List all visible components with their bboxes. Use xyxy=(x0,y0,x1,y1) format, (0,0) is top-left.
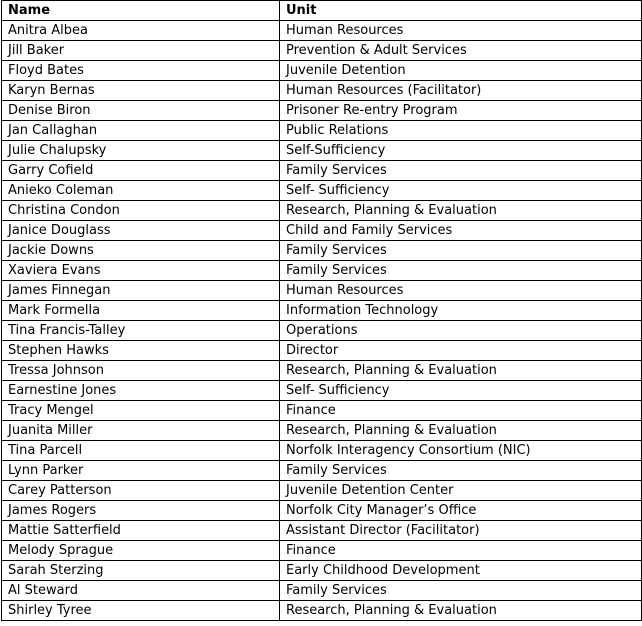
unit-cell: Human Resources xyxy=(280,281,642,301)
table-row xyxy=(2,81,642,101)
unit-cell: Norfolk City Manager’s Office xyxy=(280,501,642,521)
name-cell: Tina Parcell xyxy=(2,441,280,461)
table-row xyxy=(2,461,642,481)
unit-cell: Human Resources (Facilitator) xyxy=(280,81,642,101)
name-cell: Lynn Parker xyxy=(2,461,280,481)
name-cell: Earnestine Jones xyxy=(2,381,280,401)
unit-cell: Finance xyxy=(280,541,642,561)
name-cell: Melody Sprague xyxy=(2,541,280,561)
unit-cell: Information Technology xyxy=(280,301,642,321)
table-row xyxy=(2,241,642,261)
table-row xyxy=(2,421,642,441)
name-cell: James Finnegan xyxy=(2,281,280,301)
unit-cell: Norfolk Interagency Consortium (NIC) xyxy=(280,441,642,461)
unit-cell: Research, Planning & Evaluation xyxy=(280,601,642,621)
name-cell: Garry Cofield xyxy=(2,161,280,181)
table-row xyxy=(2,561,642,581)
unit-cell: Family Services xyxy=(280,161,642,181)
name-cell: Julie Chalupsky xyxy=(2,141,280,161)
table-row xyxy=(2,201,642,221)
unit-cell: Self- Sufficiency xyxy=(280,381,642,401)
unit-cell: Self-Sufficiency xyxy=(280,141,642,161)
unit-cell: Juvenile Detention Center xyxy=(280,481,642,501)
name-cell: Shirley Tyree xyxy=(2,601,280,621)
name-cell: Juanita Miller xyxy=(2,421,280,441)
unit-cell: Prisoner Re-entry Program xyxy=(280,101,642,121)
table-row xyxy=(2,141,642,161)
table-row xyxy=(2,581,642,601)
staff-table xyxy=(1,0,642,621)
column-header-unit: Unit xyxy=(280,1,642,21)
table-row xyxy=(2,521,642,541)
name-cell: Janice Douglass xyxy=(2,221,280,241)
name-cell: Tina Francis-Talley xyxy=(2,321,280,341)
table-row xyxy=(2,441,642,461)
header-row xyxy=(2,1,642,21)
name-cell: Jill Baker xyxy=(2,41,280,61)
table-row xyxy=(2,301,642,321)
name-cell: Christina Condon xyxy=(2,201,280,221)
unit-cell: Finance xyxy=(280,401,642,421)
table-row xyxy=(2,361,642,381)
table-row xyxy=(2,121,642,141)
unit-cell: Early Childhood Development xyxy=(280,561,642,581)
unit-cell: Assistant Director (Facilitator) xyxy=(280,521,642,541)
table-row xyxy=(2,101,642,121)
table-row xyxy=(2,321,642,341)
unit-cell: Research, Planning & Evaluation xyxy=(280,201,642,221)
name-cell: Stephen Hawks xyxy=(2,341,280,361)
unit-cell: Family Services xyxy=(280,241,642,261)
table-row xyxy=(2,61,642,81)
name-cell: Mark Formella xyxy=(2,301,280,321)
table-row xyxy=(2,541,642,561)
unit-cell: Prevention & Adult Services xyxy=(280,41,642,61)
name-cell: Carey Patterson xyxy=(2,481,280,501)
table-row xyxy=(2,41,642,61)
name-cell: Floyd Bates xyxy=(2,61,280,81)
name-cell: Al Steward xyxy=(2,581,280,601)
name-cell: Jackie Downs xyxy=(2,241,280,261)
unit-cell: Research, Planning & Evaluation xyxy=(280,421,642,441)
name-cell: Denise Biron xyxy=(2,101,280,121)
unit-cell: Juvenile Detention xyxy=(280,61,642,81)
name-cell: Anieko Coleman xyxy=(2,181,280,201)
unit-cell: Research, Planning & Evaluation xyxy=(280,361,642,381)
name-cell: Mattie Satterfield xyxy=(2,521,280,541)
name-cell: Tressa Johnson xyxy=(2,361,280,381)
unit-cell: Family Services xyxy=(280,461,642,481)
table-row xyxy=(2,381,642,401)
name-cell: Tracy Mengel xyxy=(2,401,280,421)
table-row xyxy=(2,281,642,301)
unit-cell: Public Relations xyxy=(280,121,642,141)
name-cell: Karyn Bernas xyxy=(2,81,280,101)
unit-cell: Family Services xyxy=(280,581,642,601)
name-cell: Sarah Sterzing xyxy=(2,561,280,581)
table-row xyxy=(2,601,642,621)
table-row xyxy=(2,181,642,201)
name-cell: James Rogers xyxy=(2,501,280,521)
unit-cell: Child and Family Services xyxy=(280,221,642,241)
name-cell: Anitra Albea xyxy=(2,21,280,41)
unit-cell: Director xyxy=(280,341,642,361)
table-body xyxy=(2,21,642,621)
unit-cell: Human Resources xyxy=(280,21,642,41)
table-row xyxy=(2,221,642,241)
table-row xyxy=(2,481,642,501)
unit-cell: Self- Sufficiency xyxy=(280,181,642,201)
name-cell: Xaviera Evans xyxy=(2,261,280,281)
table-row xyxy=(2,401,642,421)
table-row xyxy=(2,501,642,521)
column-header-name: Name xyxy=(2,1,280,21)
table-row xyxy=(2,341,642,361)
table-row xyxy=(2,161,642,181)
table-row xyxy=(2,261,642,281)
unit-cell: Family Services xyxy=(280,261,642,281)
unit-cell: Operations xyxy=(280,321,642,341)
name-cell: Jan Callaghan xyxy=(2,121,280,141)
table-row xyxy=(2,21,642,41)
